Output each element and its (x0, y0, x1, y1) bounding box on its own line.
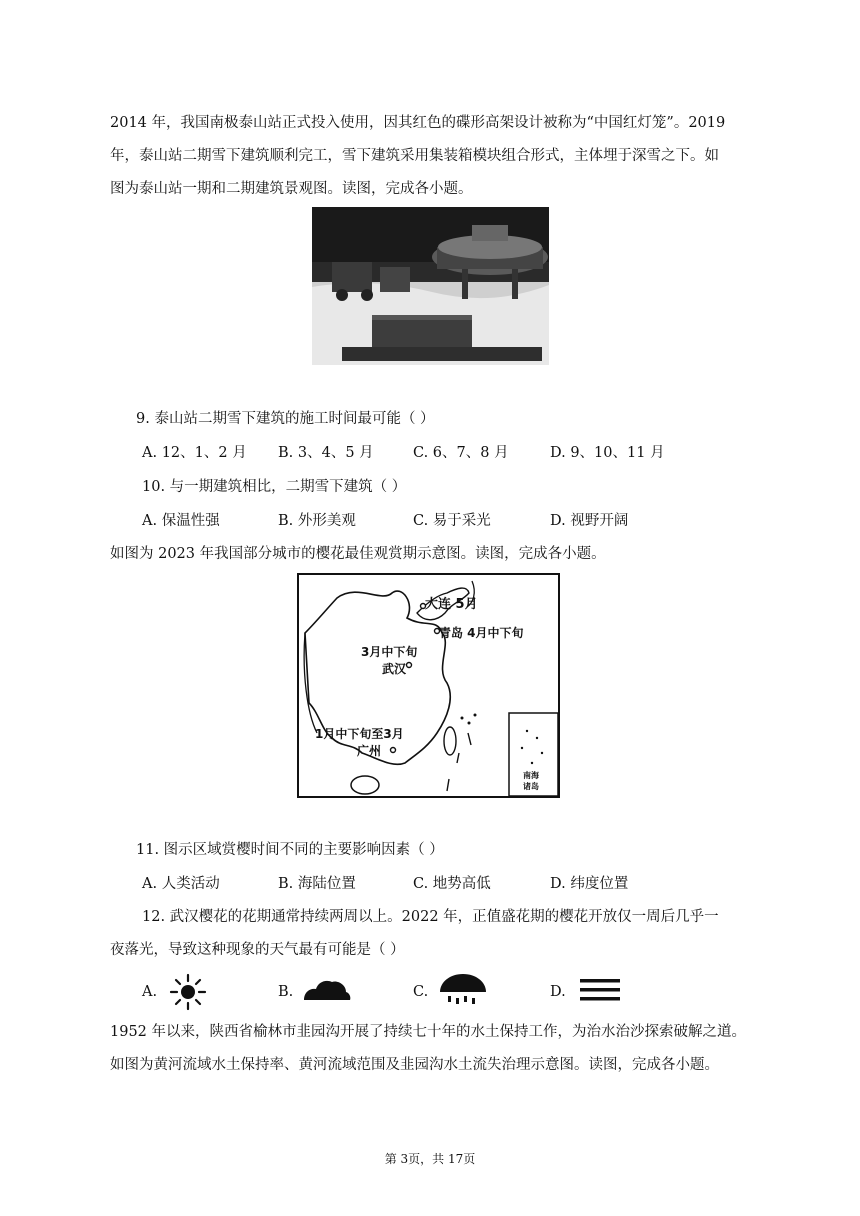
q11-option-d[interactable]: D. 纬度位置 (550, 876, 629, 892)
rain-icon (438, 970, 488, 1008)
label-wuhan: 武汉 (382, 662, 407, 676)
page-footer: 第 3页，共 17页 (384, 1152, 476, 1166)
overcast-icon (302, 976, 352, 1004)
q9-stem: 9. 泰山站二期雪下建筑的施工时间最可能（ ） (136, 411, 435, 427)
label-guangzhou-time: 1月中下旬至3月 (315, 727, 404, 741)
q12-option-b[interactable]: B. (278, 984, 294, 1000)
q9-option-c[interactable]: C. 6、7、8 月 (413, 445, 509, 461)
q12-option-d[interactable]: D. (550, 984, 566, 1000)
taishan-station-photo (312, 207, 549, 365)
label-inset-1: 南海 (523, 771, 539, 780)
q10-stem: 10. 与一期建筑相比，二期雪下建筑（ ） (142, 479, 407, 495)
q11-stem: 11. 图示区域赏樱时间不同的主要影响因素（ ） (136, 842, 444, 858)
intro1-line1: 2014 年，我国南极泰山站正式投入使用，因其红色的碟形高架设计被称为“中国红灯笼”。2019 (110, 115, 726, 131)
q10-option-a[interactable]: A. 保温性强 (142, 513, 220, 529)
sunny-icon (168, 972, 208, 1012)
intro3-line2: 如图为黄河流域水土保持率、黄河流域范围及韭园沟水土流失治理示意图。读图，完成各小题。 (110, 1057, 719, 1073)
q11-option-a[interactable]: A. 人类活动 (142, 876, 220, 892)
q12-stem-line2: 夜落光，导致这种现象的天气最有可能是（ ） (110, 942, 405, 958)
q10-option-c[interactable]: C. 易于采光 (413, 513, 491, 529)
label-dalian: 大连 5月 (425, 597, 478, 612)
intro3-line1: 1952 年以来，陕西省榆林市韭园沟开展了持续七十年的水土保持工作，为治水治沙探索破解之道。 (110, 1024, 747, 1040)
cherry-blossom-map (297, 573, 560, 798)
label-inset-2: 诸岛 (523, 782, 539, 791)
q12-stem-line1: 12. 武汉樱花的花期通常持续两周以上。2022 年，正值盛花期的樱花开放仅一周后几乎一 (142, 909, 719, 925)
fog-icon (578, 976, 622, 1004)
intro2-line1: 如图为 2023 年我国部分城市的樱花最佳观赏期示意图。读图，完成各小题。 (110, 546, 606, 562)
intro1-line3: 图为泰山站一期和二期建筑景观图。读图，完成各小题。 (110, 181, 473, 197)
q12-option-c[interactable]: C. (413, 984, 429, 1000)
q9-option-b[interactable]: B. 3、4、5 月 (278, 445, 374, 461)
q9-option-a[interactable]: A. 12、1、2 月 (142, 445, 247, 461)
q11-option-b[interactable]: B. 海陆位置 (278, 876, 356, 892)
q11-option-c[interactable]: C. 地势高低 (413, 876, 491, 892)
china-map-svg (297, 573, 560, 798)
q10-option-b[interactable]: B. 外形美观 (278, 513, 356, 529)
station-photo-image (312, 207, 549, 365)
wuhan-marker (407, 663, 412, 668)
q12-option-a[interactable]: A. (142, 984, 158, 1000)
q10-option-d[interactable]: D. 视野开阔 (550, 513, 629, 529)
q9-option-d[interactable]: D. 9、10、11 月 (550, 445, 665, 461)
label-qingdao: 青岛 4月中下旬 (439, 626, 524, 640)
intro1-line2: 年，泰山站二期雪下建筑顺利完工，雪下建筑采用集装箱模块组合形式，主体埋于深雪之下。如 (110, 148, 719, 164)
label-guangzhou: 广州 (357, 744, 382, 758)
label-wuhan-time: 3月中下旬 (361, 645, 418, 659)
guangzhou-marker (391, 748, 396, 753)
